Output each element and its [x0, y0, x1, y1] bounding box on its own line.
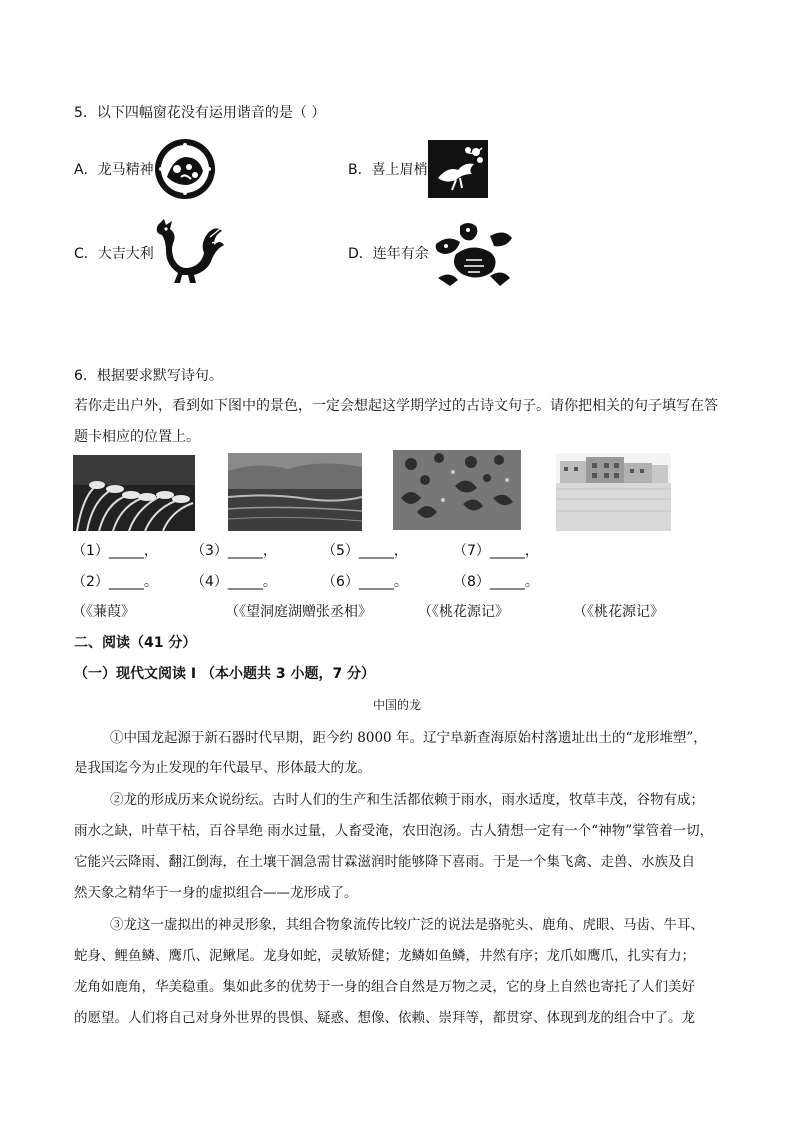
article-line: 蛇身、鲤鱼鳞、鹰爪、泥鳅尾。龙身如蛇，灵敏矫健；龙鳞如鱼鳞，井然有序；龙爪如鹰爪，扎实有力；	[74, 948, 695, 964]
blank-5[interactable]: （5）_____，	[322, 543, 408, 559]
blank-7[interactable]: （7）_____，	[453, 543, 539, 559]
blank-1[interactable]: （1）_____，	[72, 543, 158, 559]
source-4: （《桃花源记》	[573, 604, 664, 620]
question-6-title: 6．根据要求默写诗句。	[74, 368, 223, 384]
blank-4[interactable]: （4）_____。	[191, 574, 277, 590]
blank-3[interactable]: （3）_____，	[191, 543, 277, 559]
reeds-photo	[73, 455, 195, 531]
question-6-instruction-line1: 若你走出户外，看到如下图中的景色，一定会想起这学期学过的古诗文句子。请你把相关的句子填写在答	[74, 398, 718, 414]
lotus-fish-papercut-icon	[430, 220, 516, 288]
article-line: ③龙这一虚拟出的神灵形象，其组合物象流传比较广泛的说法是骆驼头、鹿角、虎眼、马齿、牛耳、	[110, 917, 704, 933]
peach-blossom-photo	[393, 450, 521, 530]
lake-photo	[228, 453, 362, 531]
article-line: ①中国龙起源于新石器时代早期，距今约 8000 年。辽宁阜新查海原始村落遗址出土的“龙形堆塑”，	[110, 730, 707, 746]
blank-8[interactable]: （8）_____。	[453, 574, 539, 590]
article-line: 然天象之精华于一身的虚拟组合——龙形成了。	[74, 885, 358, 901]
blank-6[interactable]: （6）_____。	[322, 574, 408, 590]
section-subheading: （一）现代文阅读 I （本小题共 3 小题，7 分）	[74, 666, 376, 682]
article-line: 的愿望。人们将自己对身外世界的畏惧、疑惑、想像、依赖、崇拜等，都贯穿、体现到龙的组合中了。龙	[74, 1010, 695, 1026]
dragon-horse-papercut-icon	[153, 137, 217, 201]
source-2: （《望洞庭湖赠张丞相》	[225, 604, 372, 620]
blank-2[interactable]: （2）_____。	[72, 574, 158, 590]
article-line: 龙角如鹿角，华美稳重。集如此多的优势于一身的组合自然是万物之灵，它的身上自然也寄托了人们美好	[74, 979, 695, 995]
village-houses-photo	[556, 453, 671, 531]
article-line: ②龙的形成历来众说纷纭。古时人们的生产和生活都依赖于雨水，雨水适度，牧草丰茂，谷物有成；	[110, 792, 704, 808]
magpie-plum-papercut-icon	[428, 140, 488, 198]
question-6-instruction-line2: 题卡相应的位置上。	[74, 429, 200, 445]
article-line: 是我国迄今为止发现的年代最早、形体最大的龙。	[74, 760, 371, 776]
option-a-label: A．龙马精神	[74, 162, 154, 178]
article-line: 雨水之缺，叶草干枯，百谷旱绝 雨水过量，人畜受淹，农田泡汤。古人猜想一定有一个“神物”掌管着一切，	[74, 823, 714, 839]
source-1: （《蒹葭》	[72, 604, 135, 620]
option-b-label: B．喜上眉梢	[348, 162, 428, 178]
source-3: （《桃花源记》	[418, 604, 509, 620]
rooster-papercut-icon	[150, 215, 226, 285]
question-5-text: 5．以下四幅窗花没有运用谐音的是（ ）	[74, 105, 326, 121]
option-c-label: C．大吉大利	[74, 246, 154, 262]
section-heading: 二、阅读（41 分）	[74, 635, 197, 651]
article-title: 中国的龙	[372, 698, 421, 712]
option-d-label: D．连年有余	[348, 246, 429, 262]
article-line: 它能兴云降雨、翻江倒海，在土壤干涸急需甘霖滋润时能够降下喜雨。于是一个集飞禽、走兽、水族及自	[74, 854, 695, 870]
